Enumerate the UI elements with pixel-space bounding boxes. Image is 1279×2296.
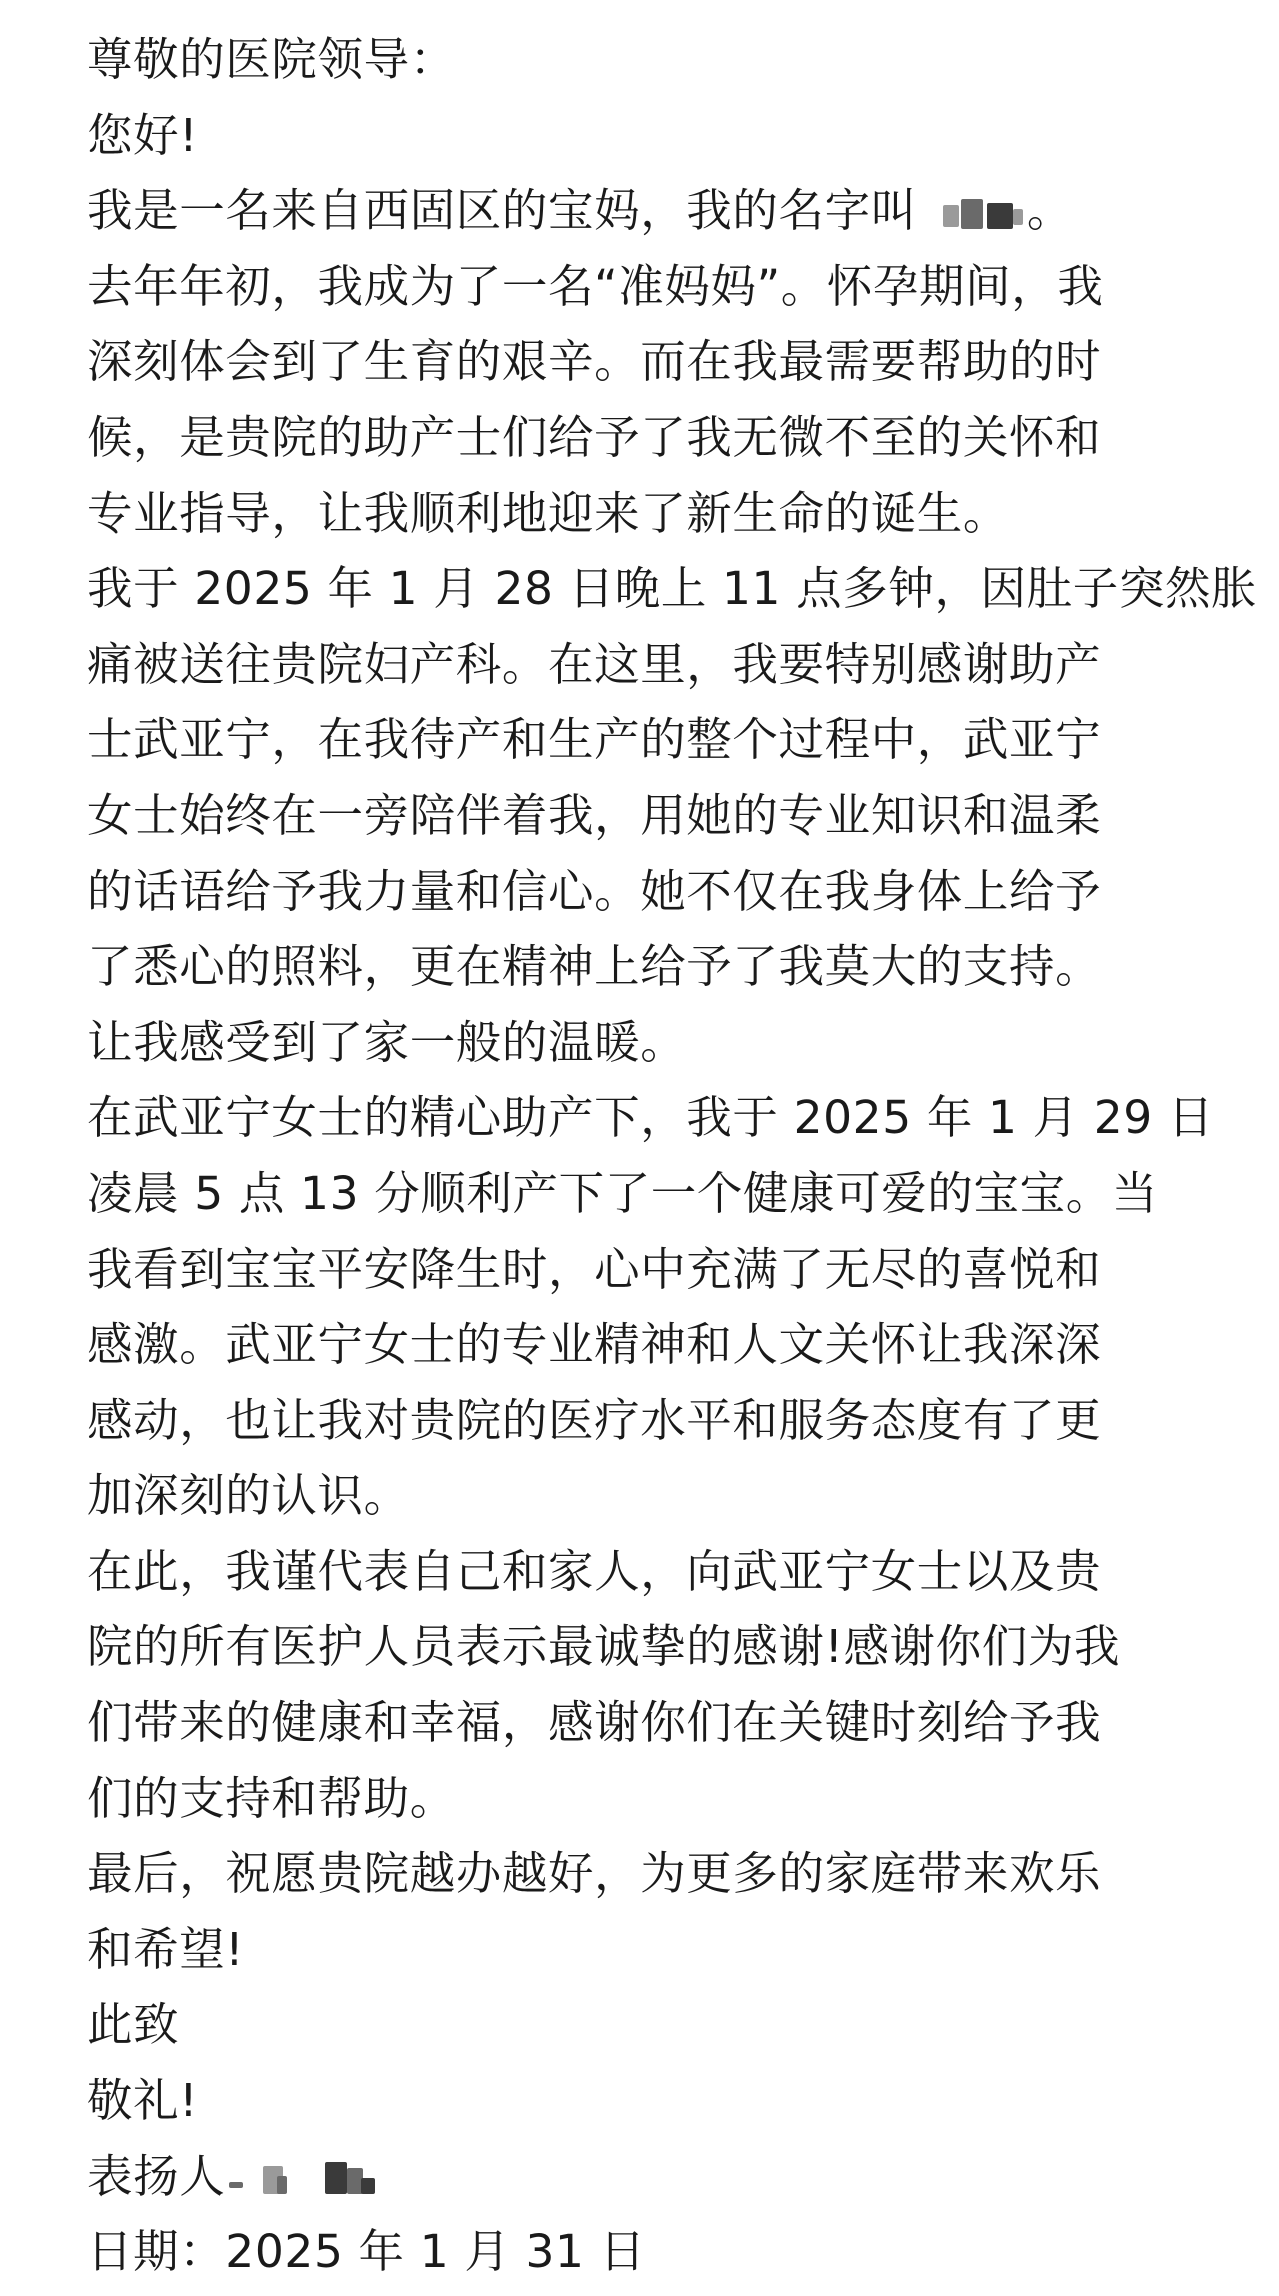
intro-end: 。 [1026, 184, 1073, 238]
paragraph-3-line: 在武亚宁女士的精心助产下，我于 2025 年 1 月 29 日 [87, 1091, 1215, 1145]
letter-body [87, 22, 1258, 2290]
paragraph-2-line: 士武亚宁，在我待产和生产的整个过程中，武亚宁 [87, 713, 1102, 767]
date-line: 日期：2025 年 1 月 31 日 [87, 2225, 646, 2279]
paragraph-4-line: 们的支持和帮助。 [87, 1771, 456, 1825]
paragraph-1-line: 候，是贵院的助产士们给予了我无微不至的关怀和 [87, 410, 1102, 464]
signer-label: 表扬人 [87, 2149, 226, 2203]
paragraph-5-line: 和希望! [87, 1922, 245, 1976]
paragraph-3-line: 我看到宝宝平安降生时，心中充满了无尽的喜悦和 [87, 1242, 1102, 1296]
redacted-name [943, 195, 1027, 233]
paragraph-3-line: 感激。武亚宁女士的专业精神和人文关怀让我深深 [87, 1318, 1102, 1372]
paragraph-4-line: 们带来的健康和幸福，感谢你们在关键时刻给予我 [87, 1696, 1102, 1750]
paragraph-4-line: 在此，我谨代表自己和家人，向武亚宁女士以及贵 [87, 1544, 1102, 1598]
closing-line-1: 此致 [87, 1998, 180, 2052]
paragraph-3-line: 凌晨 5 点 13 分顺利产下了一个健康可爱的宝宝。当 [87, 1166, 1158, 1220]
paragraph-2-line: 了悉心的照料，更在精神上给予了我莫大的支持。 [87, 940, 1102, 994]
paragraph-1-line: 去年年初，我成为了一名“准妈妈”。怀孕期间，我 [87, 259, 1104, 313]
closing-line-2: 敬礼! [87, 2074, 199, 2128]
intro-line [87, 173, 1207, 249]
paragraph-2-line: 让我感受到了家一般的温暖。 [87, 1015, 687, 1069]
paragraph-4-line: 院的所有医护人员表示最诚挚的感谢!感谢你们为我 [87, 1620, 1121, 1674]
paragraph-3-line: 感动，也让我对贵院的医疗水平和服务态度有了更 [87, 1393, 1102, 1447]
redacted-signer-name [229, 2160, 379, 2198]
salutation: 尊敬的医院领导： [87, 33, 456, 86]
paragraph-2-line: 痛被送往贵院妇产科。在这里，我要特别感谢助产 [87, 637, 1102, 691]
paragraph-5-line: 最后，祝愿贵院越办越好，为更多的家庭带来欢乐 [87, 1847, 1102, 1901]
signer-line [87, 2139, 1207, 2215]
paragraph-3-line: 加深刻的认识。 [87, 1469, 410, 1523]
paragraph-2-line: 女士始终在一旁陪伴着我，用她的专业知识和温柔 [87, 788, 1102, 842]
intro-text: 我是一名来自西固区的宝妈，我的名字叫 [87, 184, 917, 238]
greeting: 您好! [87, 108, 199, 162]
paragraph-1-line: 专业指导，让我顺利地迎来了新生命的诞生。 [87, 486, 1010, 540]
paragraph-1-line: 深刻体会到了生育的艰辛。而在我最需要帮助的时 [87, 335, 1102, 389]
paragraph-2-line: 我于 2025 年 1 月 28 日晚上 11 点多钟，因肚子突然胀 [87, 562, 1258, 616]
paragraph-2-line: 的话语给予我力量和信心。她不仅在我身体上给予 [87, 864, 1102, 918]
